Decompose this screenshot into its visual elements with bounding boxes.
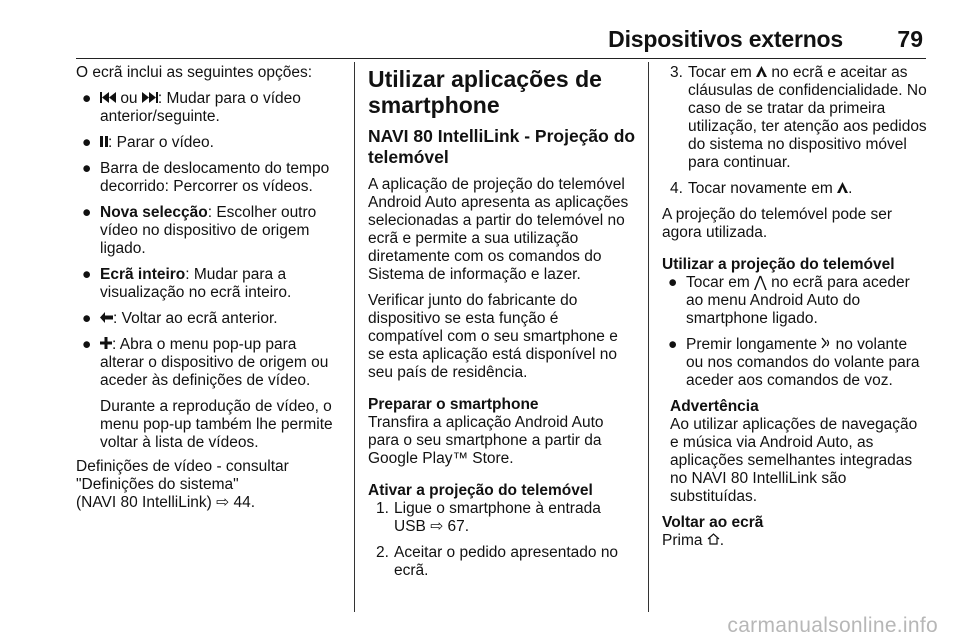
bullet-full-screen: ● Ecrã inteiro: Mudar para a visualização no ecrã inteiro. [82, 266, 292, 301]
step-2: 2. Aceitar o pedido apresentado no ecrã. [376, 544, 619, 579]
bullet-pause: ● : Parar o vídeo. [82, 134, 214, 151]
page-number: 79 [897, 26, 923, 52]
voice-control-icon [821, 336, 831, 353]
column-divider-1 [354, 62, 355, 612]
step-3: 3. Tocar em no ecrã e aceitar as cláusulas de confidencialidade. No caso de se tratar da primeira utilização, ter atenção aos pedidos do sistema no dispositivo móvel para continuar. [670, 64, 927, 171]
bullet-new-selection: ● Nova selecção: Escolher outro vídeo no dispositivo de origem ligado. [82, 204, 317, 257]
next-track-icon [142, 90, 158, 107]
page-ref-icon: ⇨ [216, 494, 230, 511]
column-2 [368, 64, 636, 588]
prepare-text: Transfira a aplicação Android Auto para o seu smartphone a partir da Google Play™ Store. [368, 414, 604, 467]
warning-text: Ao utilizar aplicações de navegação e música via Android Auto, as aplicações semelhantes integradas no NAVI 80 IntelliLink são substituídas. [670, 416, 918, 505]
warning-heading: Advertência [670, 398, 759, 415]
bullet-prev-next: ● ou : Mudar para o vídeo anterior/seguinte. [82, 90, 301, 125]
back-to-screen-heading: Voltar ao ecrã [662, 514, 764, 531]
use-bullet-1: ● Tocar em ⋀ no ecrã para aceder ao menu Android Auto do smartphone ligado. [668, 274, 910, 327]
ready-text: A projeção do telemóvel pode ser agora utilizada. [662, 206, 893, 241]
column-1 [76, 64, 344, 520]
back-arrow-icon [100, 310, 113, 327]
column-divider-2 [648, 62, 649, 612]
compatibility-paragraph: Verificar junto do fabricante do dispositivo se esta função é compatível com o seu smartphone e se esta aplicação está disponível no seu país de residência. [368, 292, 618, 381]
bullet-back: ● : Voltar ao ecrã anterior. [82, 310, 278, 327]
home-icon [707, 532, 720, 549]
bullet-dot: ● [82, 90, 92, 107]
warning-note [662, 398, 928, 506]
step-4: 4. Tocar novamente em . [670, 180, 853, 197]
step-1: 1. Ligue o smartphone à entrada USB ⇨ 67. [376, 500, 601, 535]
header-title: Dispositivos externos [608, 26, 843, 52]
bullet-scroll-bar: ● Barra de deslocamento do tempo decorrido: Percorrer os vídeos. [82, 160, 330, 195]
back-to-screen-text: Prima . [662, 532, 725, 549]
watermark: carmanualsonline.info [727, 614, 938, 637]
bullet-plus-menu: ● : Abra o menu pop-up para alterar o dispositivo de origem ou aceder às definições de vídeo. [82, 336, 329, 389]
android-auto-icon [756, 64, 767, 81]
options-intro: O ecrã inclui as seguintes opções: [76, 64, 313, 81]
plus-menu-note: Durante a reprodução de vídeo, o menu pop-up também lhe permite voltar à lista de vídeos. [100, 398, 333, 451]
previous-track-icon [100, 90, 116, 107]
page-header [0, 0, 960, 58]
use-heading: Utilizar a projeção do telemóvel [662, 256, 895, 273]
prepare-heading: Preparar o smartphone [368, 396, 539, 413]
header-rule [76, 58, 926, 59]
subsection-heading: NAVI 80 IntelliLink - Projeção do telemóvel [368, 126, 636, 167]
activate-heading: Ativar a projeção do telemóvel [368, 482, 593, 499]
pause-icon [100, 134, 108, 151]
android-auto-icon [837, 180, 848, 197]
plus-icon [100, 336, 112, 353]
column-3 [662, 64, 928, 558]
settings-reference: Definições de vídeo - consultar "Definições do sistema" (NAVI 80 IntelliLink) ⇨ 44. [76, 458, 289, 511]
section-heading: Utilizar aplicações de smartphone [368, 66, 602, 118]
page-ref-icon: ⇨ [430, 518, 444, 535]
use-bullet-2: ● Premir longamente no volante ou nos comandos do volante para aceder aos comandos de voz. [668, 336, 920, 389]
intro-paragraph: A aplicação de projeção do telemóvel Android Auto apresenta as aplicações selecionadas a partir do telemóvel no ecrã e permite a sua utilização diretamente com os comandos do Sistema de informação e lazer. [368, 176, 629, 283]
